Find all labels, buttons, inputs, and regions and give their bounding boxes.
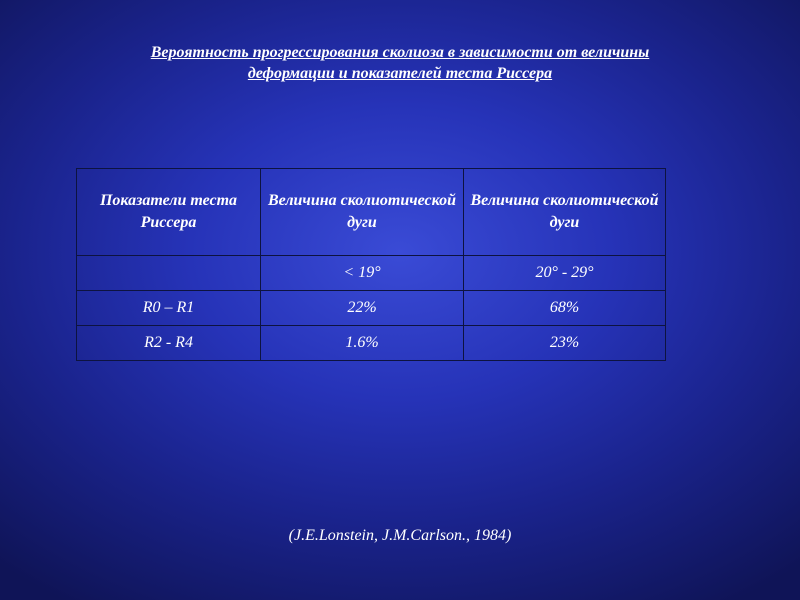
risser-progression-table xyxy=(76,168,666,361)
table-cell: < 19° xyxy=(261,256,464,291)
table-cell: 1.6% xyxy=(261,326,464,361)
table-row xyxy=(77,326,666,361)
header-curve-magnitude-1: Величина сколиотической дуги xyxy=(261,169,464,256)
slide-title xyxy=(40,42,760,84)
header-risser-test: Показатели теста Риссера xyxy=(77,169,261,256)
title-line-2: деформации и показателей теста Риссера xyxy=(247,65,553,82)
title-line-1: Вероятность прогрессирования сколиоза в зависимости от величины xyxy=(150,44,650,61)
table-cell xyxy=(77,256,261,291)
table-header-row xyxy=(77,169,666,256)
header-curve-magnitude-2: Величина сколиотической дуги xyxy=(464,169,666,256)
table-cell: 68% xyxy=(464,291,666,326)
table-row xyxy=(77,291,666,326)
table-cell: R0 – R1 xyxy=(77,291,261,326)
table-row xyxy=(77,256,666,291)
table-cell: 23% xyxy=(464,326,666,361)
table-cell: 22% xyxy=(261,291,464,326)
table-cell: 20° - 29° xyxy=(464,256,666,291)
table-cell: R2 - R4 xyxy=(77,326,261,361)
citation: (J.E.Lonstein, J.M.Carlson., 1984) xyxy=(288,527,512,544)
